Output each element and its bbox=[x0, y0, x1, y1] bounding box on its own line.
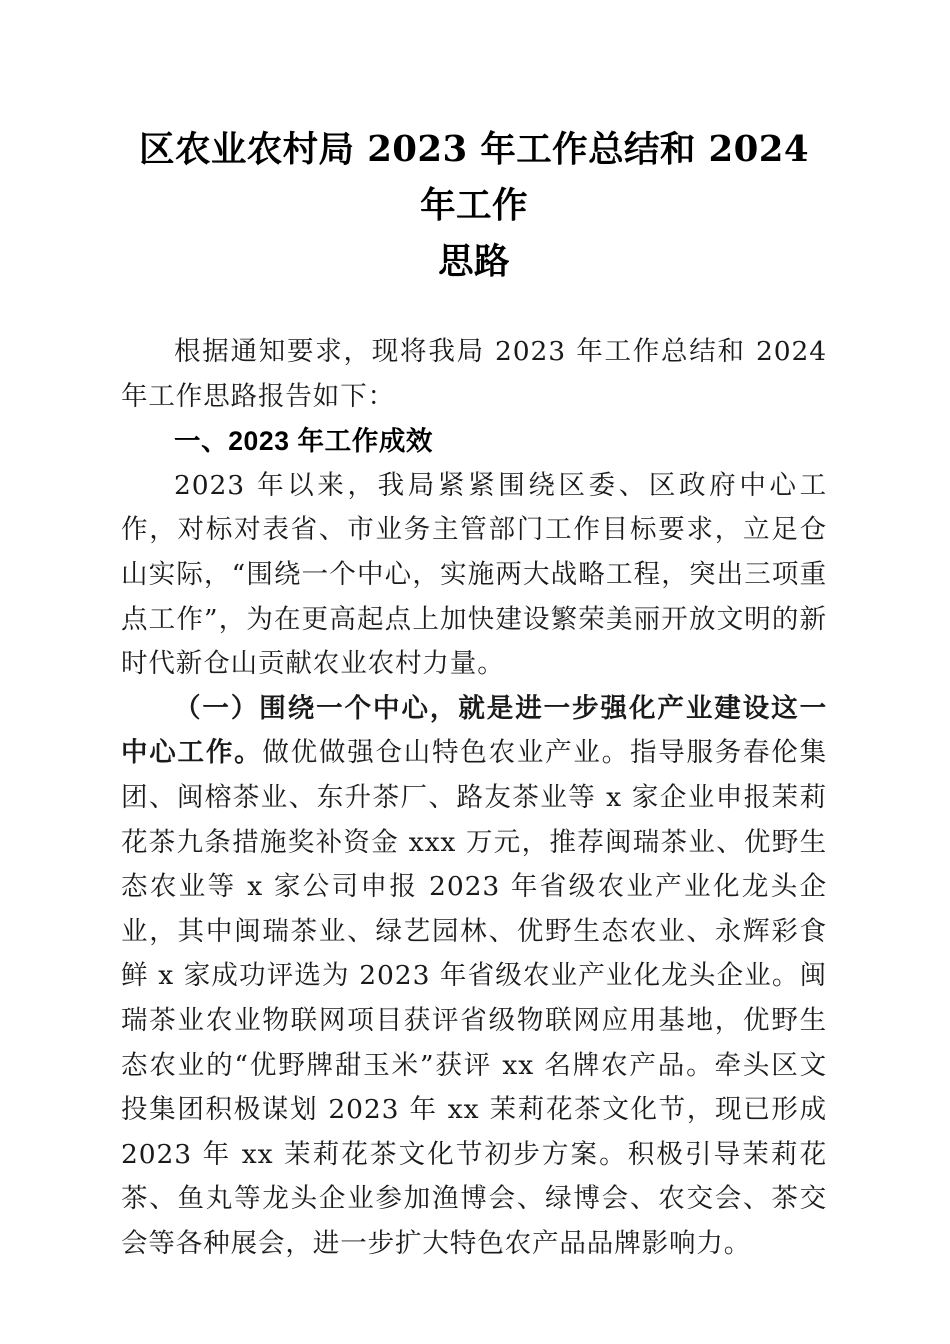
page-title bbox=[121, 0, 827, 290]
section-1-paragraph-1: 2023 年以来，我局紧紧围绕区委、区政府中心工作，对标对表省、市业务主管部门工作目标要求，立足仓山实际，“围绕一个中心，实施两大战略工程，突出三项重点工作”，为在更高起点上加快建设繁荣美丽开放文明的新时代新仓山贡献农业农村力量。 bbox=[121, 469, 827, 680]
document-content bbox=[121, 0, 827, 1266]
section-1-item-1-body: 做优做强仓山特色农业产业。指导服务春伦集团、闽榕茶业、东升茶厂、路友茶业等 x 家企业申报茉莉花茶九条措施奖补资金 xxx 万元，推荐闽瑞茶业、优野生态农业等 x 家公司申报 2023 年省级农业产业化龙头企业，其中闽瑞茶业、绿艺园林、优野生态农业、永辉彩食鲜 x 家成功评选为 2023 年省级农业产业化龙头企业。闽瑞茶业农业物联网项目获评省级物联网应用基地，优野生态农业的“优野牌甜玉米”获评 xx 名牌农产品。牵头区文投集团积极谋划 2023 年 xx 茉莉花茶文化节，现已形成 2023 年 xx 茉莉花茶文化节初步方案。积极引导茉莉花茶、鱼丸等龙头企业参加渔博会、绿博会、农交会、茶交会等各种展会，进一步扩大特色农产品品牌影响力。 bbox=[121, 737, 827, 1259]
section-heading-1: 一、2023 年工作成效 bbox=[174, 426, 434, 457]
section-1-item-1 bbox=[121, 687, 827, 1267]
page-title-line-1: 区农业农村局 2023 年工作总结和 2024 年工作 bbox=[139, 129, 809, 226]
section-1-item-1-lead: （一）围绕一个中心，就是进一步强化产业建设这一中心工作。 bbox=[121, 692, 827, 769]
intro-paragraph: 根据通知要求，现将我局 2023 年工作总结和 2024 年工作思路报告如下： bbox=[121, 336, 827, 412]
page-title-line-2: 思路 bbox=[438, 241, 510, 282]
